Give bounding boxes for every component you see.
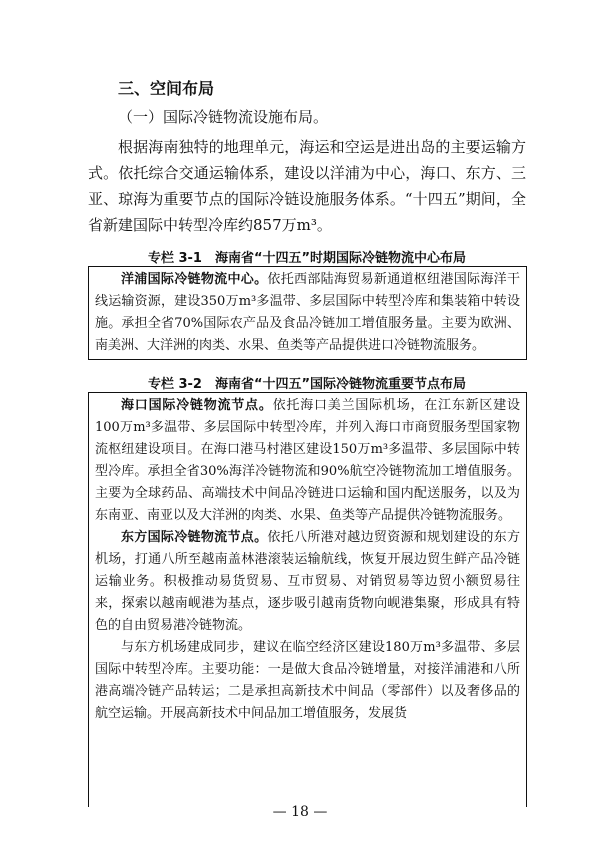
panel-2-box bbox=[88, 392, 527, 807]
panel-1-box bbox=[88, 266, 527, 360]
intro-paragraph: 根据海南独特的地理单元，海运和空运是进出岛的主要运输方式。依托综合交通运输体系，建设以洋浦为中心，海口、东方、三亚、琼海为重要节点的国际冷链设施服务体系。“十四五”期间，全省新建国际中转型冷库约857万m³。 bbox=[88, 138, 526, 234]
panel-2-caption: 专栏 3-2 海南省“十四五”国际冷链物流重要节点布局 bbox=[147, 377, 467, 392]
panel-2-item-body: 依托八所港对越边贸资源和规划建设的东方机场，打通八所至越南盖林港滚装运输航线，恢复开展边贸生鲜产品冷链运输业务。积极推动易货贸易、互市贸易、对销贸易等边贸小额贸易往来，探索以越南岘港为基点，逐步吸引越南货物向岘港集聚，形成具有特色的自由贸易港冷链物流。 bbox=[95, 530, 520, 633]
panel-2-item-dongfang-airport bbox=[95, 637, 520, 725]
panel-2-item-dongfang bbox=[95, 527, 520, 637]
panel-1-caption: 专栏 3-1 海南省“十四五”时期国际冷链物流中心布局 bbox=[147, 251, 467, 266]
panel-2-item-title: 东方国际冷链物流节点。 bbox=[121, 530, 268, 545]
panel-2-item-haikou bbox=[95, 395, 520, 527]
panel-2-item-body: 与东方机场建成同步，建议在临空经济区建设180万m³多温带、多层国际中转型冷库。主要功能：一是做大食品冷链增量，对接洋浦港和八所港高端冷链产品转运；二是承担高新技术中间品（零部件）以及奢侈品的航空运输。开展高新技术中间品加工增值服务，发展货 bbox=[95, 640, 520, 721]
panel-2-item-title: 海口国际冷链物流节点。 bbox=[121, 398, 273, 413]
section-heading: 三、空间布局 bbox=[118, 79, 215, 98]
page-number: — 18 — bbox=[272, 804, 328, 820]
subsection-heading: （一）国际冷链物流设施布局。 bbox=[118, 108, 329, 126]
panel-1-item bbox=[95, 269, 520, 357]
panel-2-item-body: 依托海口美兰国际机场，在江东新区建设100万m³多温带、多层国际中转型冷库，并列入海口市商贸服务型国家物流枢纽建设项目。在海口港马村港区建设150万m³多温带、多层国际中转型冷库。承担全省30%海洋冷链物流和90%航空冷链物流加工增值服务。主要为全球药品、高端技术中间品冷链进口运输和国内配送服务，以及为东南亚、南亚以及大洋洲的肉类、水果、鱼类等产品提供冷链物流服务。 bbox=[95, 398, 520, 523]
panel-1-item-body: 依托西部陆海贸易新通道枢纽港国际海洋干线运输资源，建设350万m³多温带、多层国际中转型冷库和集装箱中转设施。承担全省70%国际农产品及食品冷链加工增值服务量。主要为欧洲、南美洲、大洋洲的肉类、水果、鱼类等产品提供进口冷链物流服务。 bbox=[95, 272, 520, 353]
panel-1-item-title: 洋浦国际冷链物流中心。 bbox=[121, 272, 268, 287]
